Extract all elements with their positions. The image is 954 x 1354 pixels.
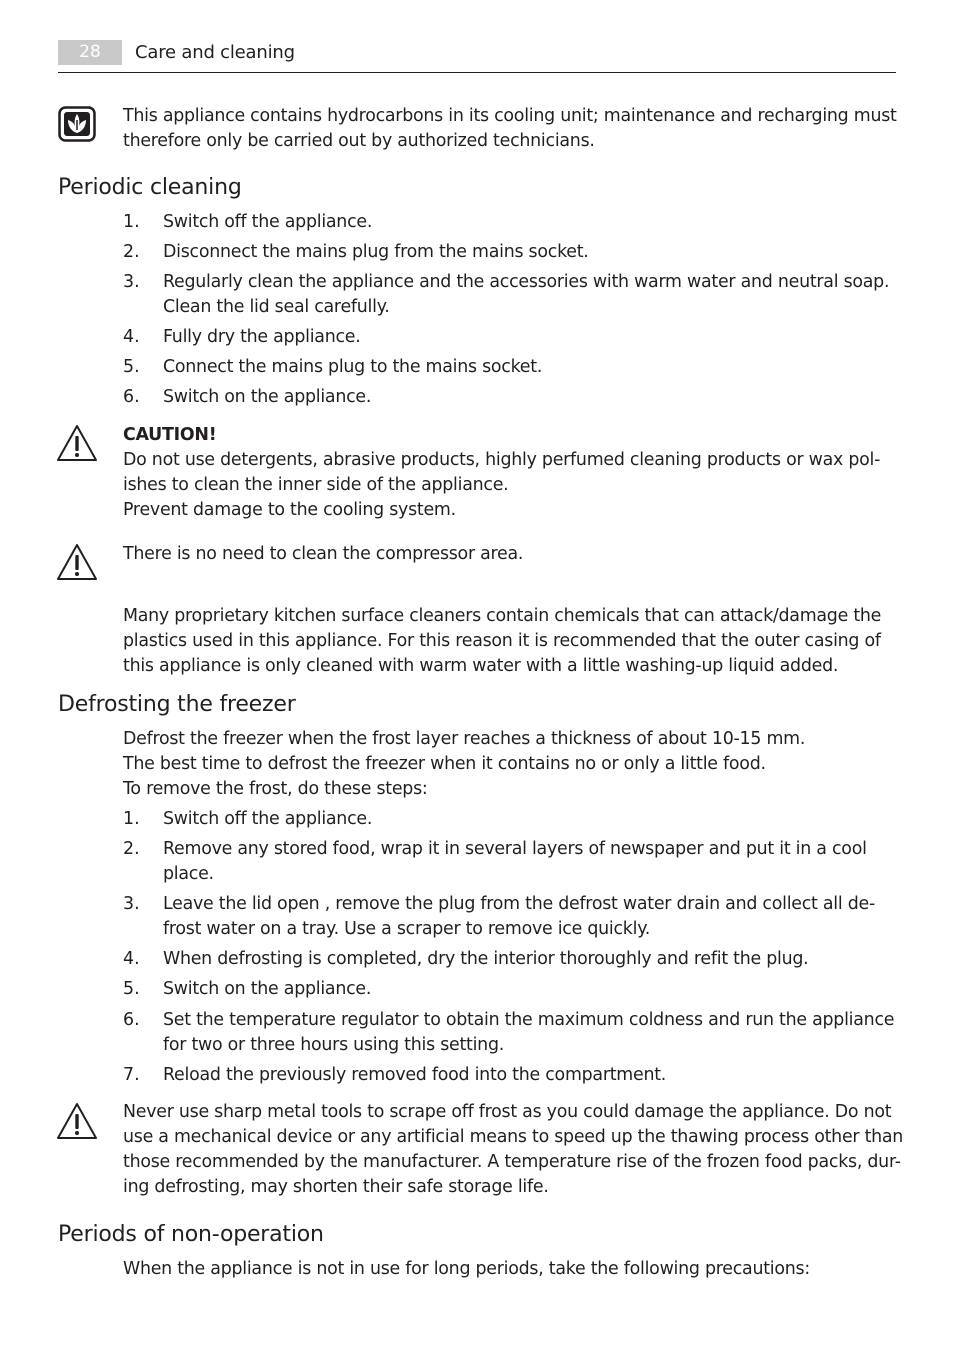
warning-icon (56, 424, 98, 462)
compressor-note: There is no need to clean the compressor area. (123, 544, 524, 564)
step-number: 5. (123, 357, 140, 377)
step-text: Disconnect the mains plug from the mains socket. (163, 242, 589, 262)
heading-periodic-cleaning: Periodic cleaning (58, 175, 242, 200)
step-number: 2. (123, 839, 140, 859)
step-text: Reload the previously removed food into the compartment. (163, 1065, 667, 1085)
step-number: 1. (123, 809, 140, 829)
step-text: Switch off the appliance. (163, 809, 373, 829)
caution-line-2: ishes to clean the inner side of the appliance. (123, 475, 509, 495)
caution-label: CAUTION! (123, 425, 217, 445)
cleaners-note-line-3: this appliance is only cleaned with warm water with a little washing-up liquid added. (123, 656, 839, 676)
step-text: place. (163, 864, 214, 884)
cleaners-note-line-2: plastics used in this appliance. For this reason it is recommended that the outer casing of (123, 631, 881, 651)
step-number: 3. (123, 272, 140, 292)
caution-line-3: Prevent damage to the cooling system. (123, 500, 456, 520)
environment-icon (58, 106, 96, 142)
step-text: Fully dry the appliance. (163, 327, 361, 347)
step-text: Regularly clean the appliance and the accessories with warm water and neutral soap. (163, 272, 890, 292)
intro-note-line-2: therefore only be carried out by authorized technicians. (123, 131, 595, 151)
intro-note-line-1: This appliance contains hydrocarbons in its cooling unit; maintenance and recharging must (123, 106, 897, 126)
step-text: Switch off the appliance. (163, 212, 373, 232)
caution-line-1: Do not use detergents, abrasive products, highly perfumed cleaning products or wax pol- (123, 450, 881, 470)
cleaners-note-line-1: Many proprietary kitchen surface cleaners contain chemicals that can attack/damage the (123, 606, 882, 626)
step-text: Switch on the appliance. (163, 387, 372, 407)
step-text: When defrosting is completed, dry the interior thoroughly and refit the plug. (163, 949, 809, 969)
heading-defrosting: Defrosting the freezer (58, 692, 296, 717)
step-number: 7. (123, 1065, 140, 1085)
defrost-warning-line-1: Never use sharp metal tools to scrape off frost as you could damage the appliance. Do not (123, 1102, 892, 1122)
step-text: for two or three hours using this setting. (163, 1035, 505, 1055)
step-text: Switch on the appliance. (163, 979, 372, 999)
non-operation-text: When the appliance is not in use for long periods, take the following precautions: (123, 1259, 810, 1279)
step-text: frost water on a tray. Use a scraper to remove ice quickly. (163, 919, 651, 939)
page-header (58, 40, 896, 73)
defrost-intro-line-3: To remove the frost, do these steps: (123, 779, 428, 799)
step-number: 4. (123, 327, 140, 347)
section-title: Care and cleaning (135, 42, 295, 63)
step-text: Set the temperature regulator to obtain the maximum coldness and run the appliance (163, 1010, 895, 1030)
step-text: Remove any stored food, wrap it in several layers of newspaper and put it in a cool (163, 839, 867, 859)
step-number: 3. (123, 894, 140, 914)
step-number: 1. (123, 212, 140, 232)
defrost-warning-line-3: those recommended by the manufacturer. A temperature rise of the frozen food packs, dur- (123, 1152, 901, 1172)
step-number: 2. (123, 242, 140, 262)
step-number: 6. (123, 387, 140, 407)
heading-non-operation: Periods of non-operation (58, 1222, 324, 1247)
step-text: Leave the lid open , remove the plug from the defrost water drain and collect all de- (163, 894, 876, 914)
step-number: 6. (123, 1010, 140, 1030)
step-number: 5. (123, 979, 140, 999)
warning-icon (56, 543, 98, 581)
warning-icon (56, 1102, 98, 1140)
defrost-intro-line-2: The best time to defrost the freezer when it contains no or only a little food. (123, 754, 766, 774)
defrost-warning-line-2: use a mechanical device or any artificial means to speed up the thawing process other than (123, 1127, 904, 1147)
step-text: Connect the mains plug to the mains socket. (163, 357, 543, 377)
step-number: 4. (123, 949, 140, 969)
step-text: Clean the lid seal carefully. (163, 297, 390, 317)
page-number: 28 (58, 40, 122, 65)
defrost-warning-line-4: ing defrosting, may shorten their safe storage life. (123, 1177, 549, 1197)
defrost-intro-line-1: Defrost the freezer when the frost layer reaches a thickness of about 10-15 mm. (123, 729, 806, 749)
